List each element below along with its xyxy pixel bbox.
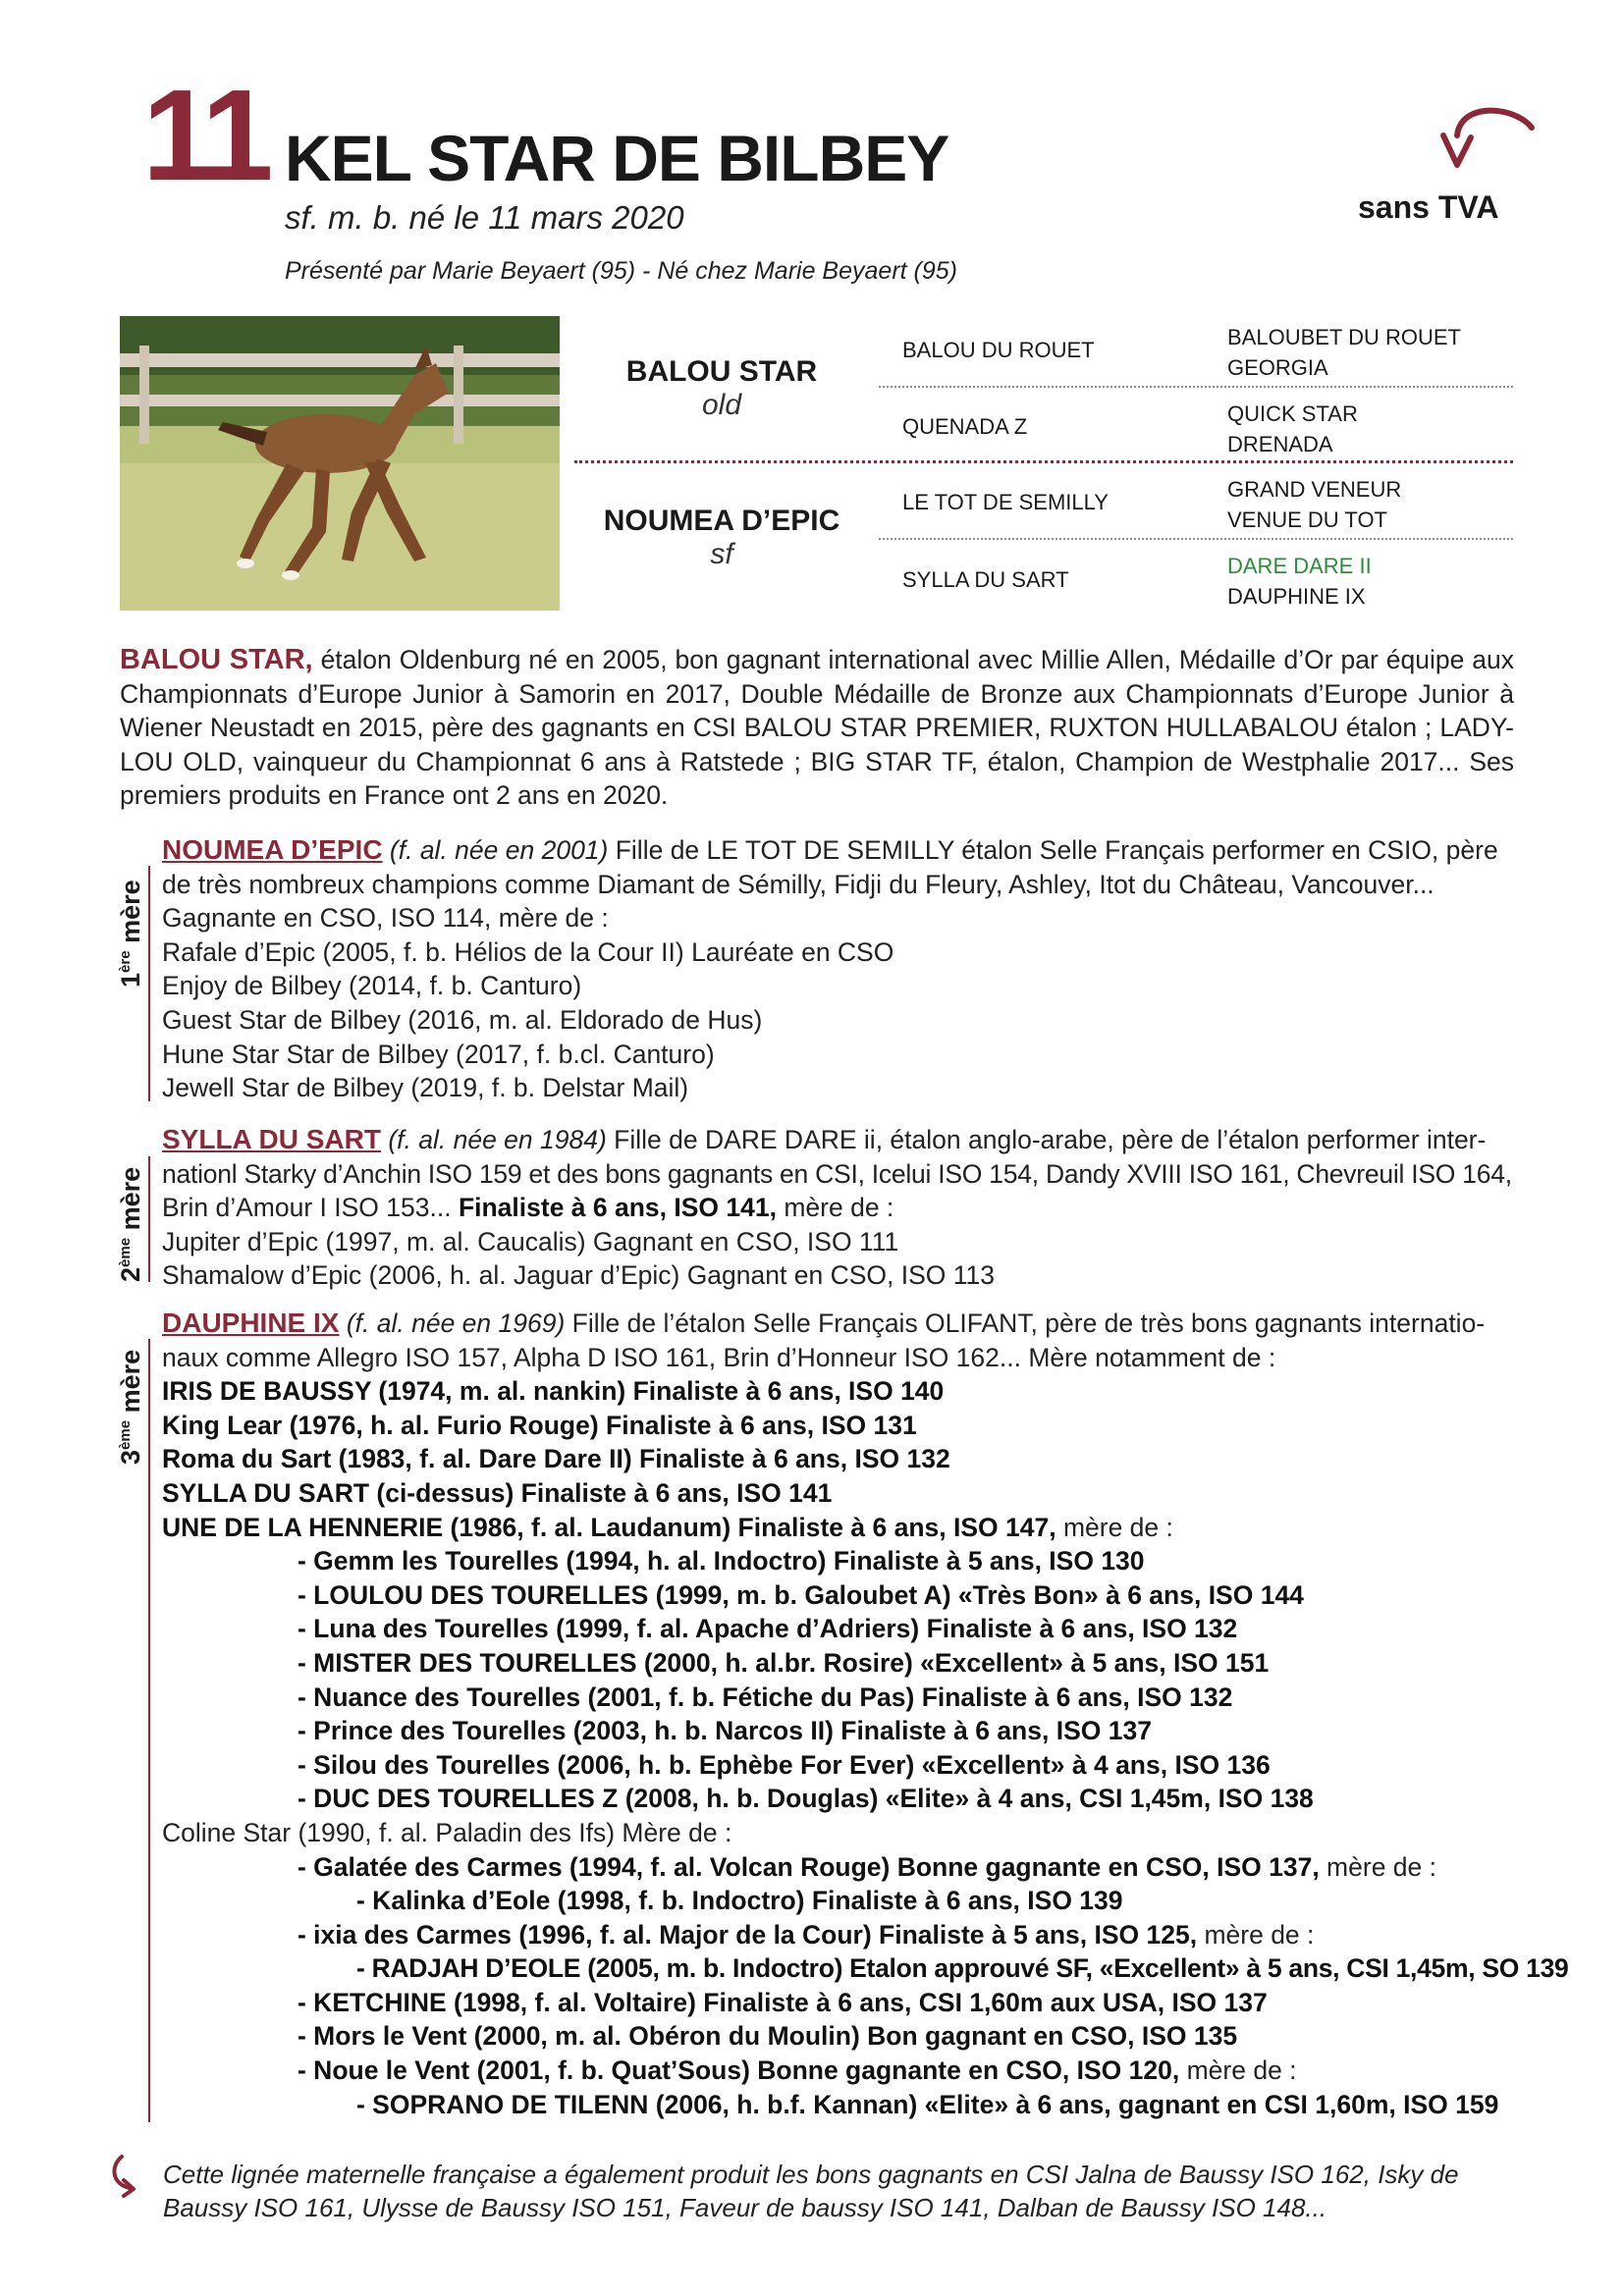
mere-2-name: SYLLA DU SART	[162, 1124, 381, 1154]
mere-2-text: nationl Starky d’Anchin ISO 159 et des bons gagnants en CSI, Icelui ISO 154, Dandy XVIII ISO 161, Chevreuil ISO 164,	[162, 1158, 1512, 1189]
dam-sire: LE TOT DE SEMILLY	[902, 490, 1109, 514]
list-item: - KETCHINE (1998, f. al. Voltaire) Finaliste à 6 ans, CSI 1,60m aux USA, ISO 137	[298, 1987, 1268, 2017]
pedigree-sire	[574, 355, 869, 422]
mere-2-bar	[148, 1156, 150, 1282]
list-item: Roma du Sart (1983, f. al. Dare Dare II) Finaliste à 6 ans, ISO 132	[162, 1444, 950, 1474]
mere-1-bar	[148, 866, 150, 1101]
mere-3-block: DAUPHINE IX (f. al. née en 1969) Fille de l’étalon Selle Français OLIFANT, père de très bons gagnants internatio- naux comme Allegro ISO 157, Alpha D ISO 161, Brin d’Honneur ISO 162... Mère notamment de : IRIS DE BAUSSY (1974, m. al. nankin) Finaliste à 6 ans, ISO 140 King Lear (1976, h. al. Furio Rouge) Finaliste à 6 ans, ISO 131 Roma du Sart (1983, f. al. Dare Dare II) Finaliste à 6 ans, ISO 132 SYLLA DU SART (ci-dessus) Finaliste à 6 ans, ISO 141 UNE DE LA HENNERIE (1986, f. al. Laudanum) Finaliste à 6 ans, ISO 147, mère de : - Gemm les Tourelles (1994, h. al. Indoctro) Finaliste à 5 ans, ISO 130 - LOULOU DES TOURELLES (1999, m. b. Galoubet A) «Très Bon» à 6 ans, ISO 144 - Luna des Tourelles (1999, f. al. Apache d’Adriers) Finaliste à 6 ans, ISO 132 - MISTER DES TOURELLES (2000, h. al.br. Rosire) «Excellent» à 5 ans, ISO 151 - Nuance des Tourelles (2001, f. b. Fétiche du Pas) Finaliste à 6 ans, ISO 132 - Prince des Tourelles (2003, h. b. Narcos II) Finaliste à 6 ans, ISO 137 - Silou des Tourelles (2006, h. b. Ephèbe For Ever) «Excellent» à 4 ans, ISO 136 - DUC DES TOURELLES Z (2008, h. b. Douglas) «Elite» à 4 ans, CSI 1,45m, ISO 138 Coline Star (1990, f. al. Paladin des Ifs) Mère de : - Galatée des Carmes (1994, f. al. Volcan Rouge) Bonne gagnante en CSO, ISO 137, mère de : - Kalinka d’Eole (1998, f. b. Indoctro) Finaliste à 6 ans, ISO 139 - ixia des Carmes (1996, f. al. Major de la Cour) Finaliste à 5 ans, ISO 125, mère de : - RADJAH D’EOLE (2005, m. b. Indoctro) Etalon approuvé SF, «Excellent» à 5 ans, CSI 1,45m, SO 139 - KETCHINE (1998, f. al. Voltaire) Finaliste à 6 ans, CSI 1,60m aux USA, ISO 137 - Mors le Vent (2000, m. al. Obéron du Moulin) Bon gagnant en CSO, ISO 135 - Noue le Vent (2001, f. b. Quat’Sous) Bonne gagnante en CSO, ISO 120, mère de : - SOPRANO DE TILENN (2006, h. b.f. Kannan) «Elite» à 6 ans, gagnant en CSI 1,60m, ISO 159	[162, 1308, 1569, 2119]
mere-1-block	[162, 833, 1515, 1105]
list-item: - Noue le Vent (2001, f. b. Quat’Sous) Bonne gagnante en CSO, ISO 120,	[298, 2056, 1180, 2086]
pedigree-dam	[574, 505, 869, 571]
list-item: IRIS DE BAUSSY (1974, m. al. nankin) Finaliste à 6 ans, ISO 140	[162, 1376, 945, 1407]
pedigree-table	[574, 316, 1513, 616]
mere-1-birth: (f. al. née en 2001)	[382, 835, 609, 865]
dam-name: NOUMEA D’EPIC	[603, 505, 840, 537]
list-item: - Mors le Vent (2000, m. al. Obéron du Moulin) Bon gagnant en CSO, ISO 135	[298, 2021, 1238, 2052]
sire-description	[120, 643, 1514, 813]
ggp-group-4	[1227, 551, 1372, 612]
mere-1-label: 1ère mère	[116, 880, 145, 988]
list-item: - Gemm les Tourelles (1994, h. al. Indoctro) Finaliste à 5 ans, ISO 130	[298, 1546, 1145, 1576]
mere-2-text: Fille de DARE DARE ii, étalon anglo-arabe, père de l’étalon performer inter-	[606, 1125, 1487, 1154]
mere-3-text: naux comme Allegro ISO 157, Alpha D ISO 161, Brin d’Honneur ISO 162... Mère notamment de :	[162, 1342, 1276, 1372]
sire-text: étalon Oldenburg né en 2005, bon gagnant international avec Millie Allen, Médaille d’Or par équipe aux Championnats d’Europe Junior à Samorin en 2017, Double Médaille de Bronze aux Championnats d’Europe Junior à Wiener Neustadt en 2015, père des gagnants en CSI BALOU STAR PREMIER, RUXTON HULLABALOU étalon ; LADY-LOU OLD, vainqueur du Championnat 6 ans à Ratstede ; BIG STAR TF, étalon, Champion de Westphalie 2017... Ses premiers produits en France ont 2 ans en 2020.	[120, 645, 1514, 811]
dam-studbook: sf	[710, 538, 733, 570]
sire-name: BALOU STAR	[625, 355, 818, 388]
horse-photo	[120, 316, 560, 611]
dotted-divider	[879, 538, 1513, 540]
sire-highlight: BALOU STAR,	[120, 644, 313, 675]
list-item: - Nuance des Tourelles (2001, f. b. Fétiche du Pas) Finaliste à 6 ans, ISO 132	[298, 1682, 1233, 1712]
footer-note: Cette lignée maternelle française a également produit les bons gagnants en CSI Jalna de Baussy ISO 162, Isky de Baussy ISO 161, Ulysse de Baussy ISO 151, Faveur de baussy ISO 141, Dalban de Baussy ISO 148...	[163, 2160, 1459, 2222]
list-item: Jupiter d’Epic (1997, m. al. Caucalis) Gagnant en CSO, ISO 111	[162, 1226, 899, 1256]
mere-3-bar	[148, 1339, 150, 2122]
mere-1-text: de très nombreux champions comme Diamant de Sémilly, Fidji du Fleury, Ashley, Itot du Château, Vancouver...	[162, 869, 1435, 899]
list-item: SYLLA DU SART (ci-dessus) Finaliste à 6 ans, ISO 141	[162, 1477, 833, 1508]
ggp-group-1	[1227, 322, 1461, 383]
ggp-group-3	[1227, 474, 1401, 535]
ggp-group-2	[1227, 399, 1358, 459]
ggp-name: GEORGIA	[1227, 355, 1328, 380]
list-item: Guest Star de Bilbey (2016, m. al. Eldorado de Hus)	[162, 1004, 763, 1035]
list-item: - MISTER DES TOURELLES (2000, h. al.br. Rosire) «Excellent» à 5 ans, ISO 151	[298, 1647, 1270, 1678]
list-item: Hune Star Star de Bilbey (2017, f. b.cl. Canturo)	[162, 1039, 715, 1069]
list-item: Rafale d’Epic (2005, f. b. Hélios de la Cour II) Lauréate en CSO	[162, 936, 894, 967]
mere-1-text: Gagnante en CSO, ISO 114, mère de :	[162, 903, 609, 934]
mere-1-text: Fille de LE TOT DE SEMILLY étalon Selle Français performer en CSIO, père	[608, 835, 1498, 865]
mere-3-birth: (f. al. née en 1969)	[339, 1308, 566, 1338]
list-item: - RADJAH D’EOLE (2005, m. b. Indoctro) Etalon approuvé SF, «Excellent» à 5 ans, CSI 1,45m, SO 139	[356, 1953, 1569, 1984]
tva-label: sans TVA	[1358, 189, 1499, 225]
mere-2-block: SYLLA DU SART (f. al. née en 1984) Fille de DARE DARE ii, étalon anglo-arabe, père de l’étalon performer inter- nationl Starky d’Anchin ISO 159 et des bons gagnants en CSI, Icelui ISO 154, Dandy XVIII ISO 161, Chevreuil ISO 164, Brin d’Amour I ISO 153... Finaliste à 6 ans, ISO 141, mère de : Jupiter d’Epic (1997, m. al. Caucalis) Gagnant en CSO, ISO 111 Shamalow d’Epic (2006, h. al. Jaguar d’Epic) Gagnant en CSO, ISO 113	[162, 1123, 1515, 1293]
list-item: - Luna des Tourelles (1999, f. al. Apache d’Adriers) Finaliste à 6 ans, ISO 132	[298, 1614, 1238, 1644]
list-item: - DUC DES TOURELLES Z (2008, h. b. Douglas) «Elite» à 4 ans, CSI 1,45m, ISO 138	[298, 1784, 1314, 1814]
mere-2-label: 2ème mère	[116, 1166, 145, 1282]
list-item: - SOPRANO DE TILENN (2006, h. b.f. Kannan) «Elite» à 6 ans, gagnant en CSI 1,60m, ISO 159	[356, 2089, 1499, 2119]
ggp-name: DRENADA	[1227, 432, 1333, 456]
dam-dam: SYLLA DU SART	[902, 567, 1069, 592]
list-item: Coline Star (1990, f. al. Paladin des Ifs) Mère de :	[162, 1817, 732, 1847]
mere-3-name: DAUPHINE IX	[162, 1308, 340, 1338]
sire-studbook: old	[701, 389, 742, 421]
mere-1-name: NOUMEA D’EPIC	[162, 834, 383, 865]
curved-arrow-icon	[1422, 96, 1540, 185]
ggp-name: DARE DARE II	[1227, 554, 1372, 578]
list-item: UNE DE LA HENNERIE (1986, f. al. Laudanum) Finaliste à 6 ans, ISO 147,	[162, 1512, 1056, 1542]
mere-2-birth: (f. al. née en 1984)	[380, 1125, 607, 1154]
list-item: - ixia des Carmes (1996, f. al. Major de la Cour) Finaliste à 5 ans, ISO 125,	[298, 1919, 1198, 1949]
ggp-name: DAUPHINE IX	[1227, 584, 1366, 609]
list-item: - Prince des Tourelles (2003, h. b. Narcos II) Finaliste à 6 ans, ISO 137	[298, 1716, 1152, 1746]
list-item: Enjoy de Bilbey (2014, f. b. Canturo)	[162, 971, 582, 1001]
ggp-name: GRAND VENEUR	[1227, 477, 1402, 502]
horse-name: KEL STAR DE BILBEY	[285, 122, 949, 194]
list-item: - Kalinka d’Eole (1998, f. b. Indoctro) Finaliste à 6 ans, ISO 139	[356, 1886, 1123, 1916]
list-item: Shamalow d’Epic (2006, h. al. Jaguar d’Epic) Gagnant en CSO, ISO 113	[162, 1260, 995, 1291]
list-item: King Lear (1976, h. al. Furio Rouge) Finaliste à 6 ans, ISO 131	[162, 1410, 917, 1440]
horse-description: sf. m. b. né le 11 mars 2020	[285, 199, 684, 236]
dotted-divider	[879, 386, 1513, 388]
list-item: - LOULOU DES TOURELLES (1999, m. b. Galoubet A) «Très Bon» à 6 ans, ISO 144	[298, 1579, 1304, 1610]
mere-3-label: 3ème mère	[116, 1349, 145, 1465]
sire-dam: QUENADA Z	[902, 414, 1028, 439]
lot-number: 11	[142, 63, 268, 207]
sire-sire: BALOU DU ROUET	[902, 338, 1095, 362]
curved-arrow-icon	[108, 2153, 153, 2198]
list-item: Jewell Star de Bilbey (2019, f. b. Delstar Mail)	[162, 1073, 689, 1103]
ggp-name: QUICK STAR	[1227, 401, 1358, 426]
list-item: - Galatée des Carmes (1994, f. al. Volcan Rouge) Bonne gagnante en CSO, ISO 137,	[298, 1851, 1320, 1882]
presenter-line: Présenté par Marie Beyaert (95) - Né chez Marie Beyaert (95)	[285, 257, 957, 285]
ggp-name: VENUE DU TOT	[1227, 507, 1387, 532]
dotted-divider-main	[574, 460, 1513, 463]
list-item: - Silou des Tourelles (2006, h. b. Ephèbe For Ever) «Excellent» à 4 ans, ISO 136	[298, 1749, 1271, 1780]
ggp-name: BALOUBET DU ROUET	[1227, 325, 1461, 349]
mere-3-text: Fille de l’étalon Selle Français OLIFANT, père de très bons gagnants internatio-	[565, 1308, 1486, 1338]
